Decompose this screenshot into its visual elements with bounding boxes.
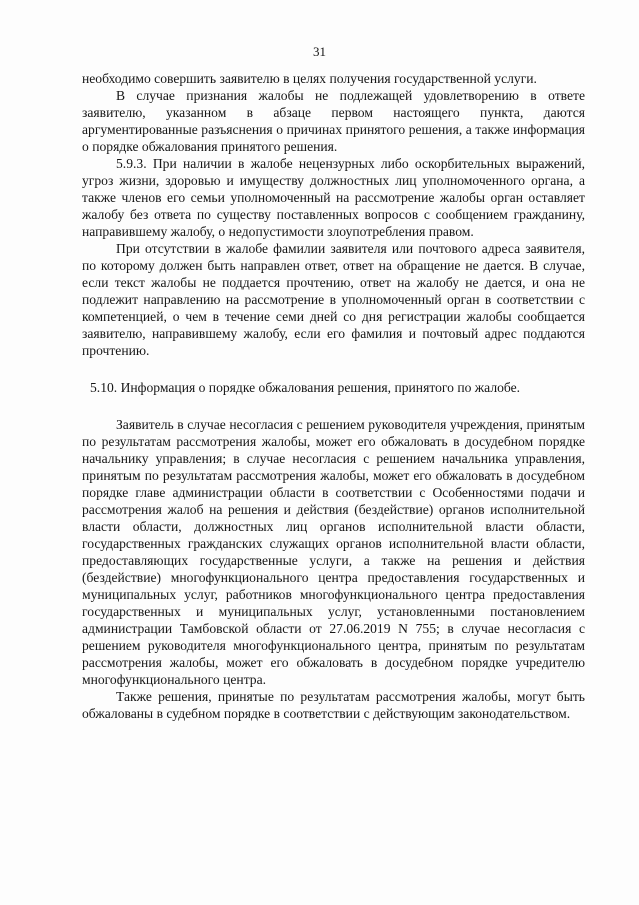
paragraph-appeal-procedure: Заявитель в случае несогласия с решением руководителя учреждения, принятым по результатам рассмотрения жалобы, может его обжаловать в досудебном порядке начальнику управления; в случае несогласия с решением начальника управления, принятым по результатам рассмотрения жалобы, может его обжаловать в досудебном порядке главе администрации области в соответствии с Особенностями подачи и рассмотрения жалоб на решения и действия (бездействие) органов исполнительной власти области, должностных лиц органов исполнительной власти области, государственных гражданских служащих органов исполнительной власти области, предоставляющих государственные услуги, а также на решения и действия (бездействие) многофункционального центра предоставления государственных и муниципальных услуг, работников многофункционального центра предоставления государственных и муниципальных услуг, установленными постановлением администрации Тамбовской области от 27.06.2019 N 755; в случае несогласия с решением руководителя многофункционального центра, принятым по результатам рассмотрения жалобы, может его обжаловать в досудебном порядке учредителю многофункционального центра. bbox=[82, 417, 585, 687]
paragraph-rejection-explanation: В случае признания жалобы не подлежащей удовлетворению в ответе заявителю, указанном в абзаце первом настоящего пункта, даются аргументированные разъяснения о причинах принятого решения, а также информация о порядке обжалования принятого решения. bbox=[82, 88, 585, 154]
paragraph-judicial-appeal: Также решения, принятые по результатам рассмотрения жалобы, могут быть обжалованы в судебном порядке в соответствии с действующим законодательством. bbox=[82, 689, 585, 721]
section-heading-5-10: 5.10. Информация о порядке обжалования решения, принятого по жалобе. bbox=[90, 380, 521, 395]
page-number: 31 bbox=[313, 44, 326, 59]
document-body bbox=[82, 70, 585, 722]
paragraph-continuation: необходимо совершить заявителю в целях получения государственной услуги. bbox=[82, 71, 537, 86]
paragraph-5-9-3: 5.9.3. При наличии в жалобе нецензурных либо оскорбительных выражений, угроз жизни, здоровью и имуществу должностных лиц уполномоченного органа, а также членов его семьи уполномоченный на рассмотрение жалобы орган оставляет жалобу без ответа по существу поставленных вопросов с сообщением гражданину, направившему жалобу, о недопустимости злоупотребления правом. bbox=[82, 156, 585, 239]
paragraph-missing-address: При отсутствии в жалобе фамилии заявителя или почтового адреса заявителя, по которому должен быть направлен ответ, ответ на обращение не дается. В случае, если текст жалобы не поддается прочтению, ответ на жалобу не дается, и она не подлежит направлению на рассмотрение в уполномоченный орган в соответствии с компетенцией, о чем в течение семи дней со дня регистрации жалобы сообщается заявителю, направившему жалобу, если его фамилия и почтовый адрес поддаются прочтению. bbox=[82, 241, 585, 358]
